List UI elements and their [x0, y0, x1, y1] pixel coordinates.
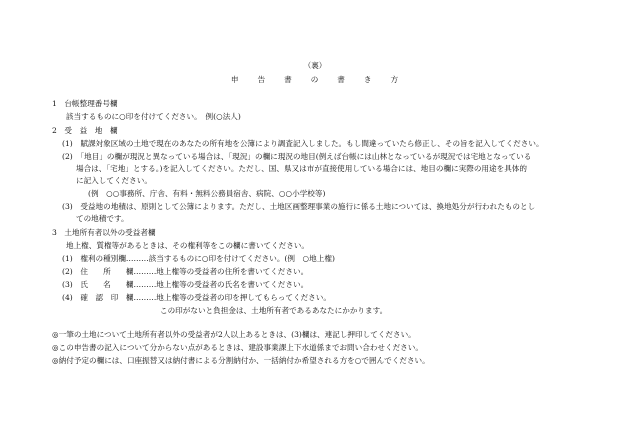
footnote: ◎納付予定の欄には、口座振替又は納付書による分割納付か、一括納付か希望される方を○で囲んでください。 — [52, 356, 430, 365]
title-char: の — [310, 75, 320, 84]
section-3-heading: 3 土地所有者以外の受益者欄 — [52, 228, 156, 237]
footnote: ◎一筆の土地について土地所有者以外の受益者が2人以上あるときは、(3)欄は、連記し押印してください。 — [52, 330, 416, 339]
section-3-item-2: (2) 住 所 欄………地上権等の受益者の住所を書いてください。 — [62, 267, 309, 276]
section-2-item-2-line-2: 場合は、「宅地」とする。)を記入してください。ただし、国、県又は市が直接使用している場合には、地目の欄に実際の用途を具体的 — [76, 164, 527, 173]
section-1-body: 該当するものに○印を付けてください。 例(○法人) — [66, 112, 241, 121]
section-2-heading: 2 受 益 地 欄 — [52, 126, 118, 135]
footnote: ◎この申告書の記入について分からない点があるときは、建設事業課上下水道係までお問い合わせください。 — [52, 343, 423, 352]
back-side-label: （裏） — [303, 61, 327, 70]
section-1-heading: 1 台帳整理番号欄 — [52, 99, 118, 108]
section-3-note: この印がないと負担金は、土地所有者であるあなたにかかります。 — [160, 306, 388, 315]
page-title — [0, 74, 630, 85]
section-2-item-2-line-1: (2) 「地目」の欄が現況と異なっている場合は、「現況」の欄に現況の地目(例えば台帳には山林となっているが現況では宅地となっている — [62, 152, 532, 161]
section-2-item-2-line-3: に記入してください。 — [76, 176, 152, 185]
section-2-item-3-line-2: ての地積です。 — [76, 214, 129, 223]
title-char: 告 — [257, 75, 267, 84]
title-char: 方 — [390, 75, 400, 84]
title-char: 申 — [230, 75, 240, 84]
title-char: 書 — [337, 75, 346, 84]
section-3-intro: 地上権、質権等があるときは、その権利等をこの欄に書いてください。 — [66, 241, 309, 250]
section-3-item-4: (4) 確 認 印 欄………地上権等の受益者の印を押してもらってください。 — [62, 293, 331, 302]
title-char: き — [363, 75, 373, 84]
section-3-item-1: (1) 権利の種別欄………該当するものに○印を付けてください。(例 ○地上権) — [62, 254, 335, 263]
section-2-item-2-example: (例 ○○事務所、庁舎、有料・無料公務員宿舎、病院、○○小学校等) — [88, 189, 326, 198]
section-3-item-3: (3) 氏 名 欄………地上権等の受益者の氏名を書いてください。 — [62, 280, 309, 289]
title-char: 書 — [284, 75, 293, 84]
section-2-item-3-line-1: (3) 受益地の地積は、原則として公簿によります。ただし、土地区画整理事業の施行に係る土地については、換地処分が行われたものとし — [62, 202, 536, 211]
section-2-item-1: (1) 賦課対象区域の土地で現在のあなたの所有地を公簿により調査記入しました。もし間違っていたら修正し、その旨を記入してください。 — [62, 139, 544, 148]
